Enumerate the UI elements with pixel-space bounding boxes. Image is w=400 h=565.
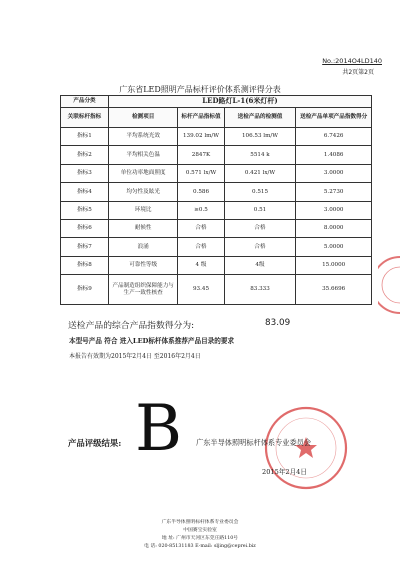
grade-label: 产品评级结果: — [68, 438, 122, 448]
row-benchmark: ≥0.5 — [178, 201, 224, 219]
validity-text: 本报告有效期为2015年2月4日 至2016年2月4日 — [69, 353, 201, 360]
row-measured: 106.53 lm/W — [224, 128, 296, 146]
grade-value: B — [135, 392, 183, 466]
header-row — [61, 108, 372, 128]
official-seal-icon — [262, 404, 350, 492]
header-index: 关联标杆指标 — [61, 108, 109, 128]
composite-score-label: 送检产品的综合产品指数得分为: — [68, 321, 195, 331]
table-row — [61, 275, 372, 305]
row-item: 产品制造组织保障能力与生产一致性核查 — [108, 275, 177, 305]
table-row — [61, 201, 372, 219]
row-score: 3.0000 — [296, 201, 372, 219]
row-index: 指标4 — [61, 183, 109, 201]
row-measured: 合格 — [224, 238, 296, 256]
row-measured: 0.51 — [224, 201, 296, 219]
footer-center: 中国赛宝实验室 — [183, 528, 217, 533]
row-benchmark: 合格 — [178, 238, 224, 256]
row-measured: 4级 — [224, 256, 296, 274]
row-item: 均匀性及眩光 — [108, 183, 177, 201]
table-row — [61, 256, 372, 274]
row-benchmark: 0.571 lx/W — [178, 164, 224, 182]
issue-date: 2015年2月4日 — [262, 468, 307, 476]
product-class-row — [61, 96, 372, 108]
row-item: 浪涌 — [108, 238, 177, 256]
footer-contact: 电 话: 020-85131183 E-mail: sljing@ceprei.biz — [144, 544, 256, 549]
row-score: 1.4086 — [296, 146, 372, 164]
header-score: 送检产品单项产品指数得分 — [296, 108, 372, 128]
row-score: 5.0000 — [296, 238, 372, 256]
product-class-label: 产品分类 — [61, 96, 109, 108]
row-measured: 83.333 — [224, 275, 296, 305]
row-benchmark: 2847K — [178, 146, 224, 164]
product-name: LED路灯L-1(6米灯杆) — [108, 96, 371, 108]
row-item: 可靠性等级 — [108, 256, 177, 274]
row-index: 指标3 — [61, 164, 109, 182]
footer-org: 广东半导体照明标杆体系专业委员会 — [161, 520, 239, 525]
table-row — [61, 164, 372, 182]
row-item: 环境比 — [108, 201, 177, 219]
row-index: 指标7 — [61, 238, 109, 256]
row-item: 平均系统光效 — [108, 128, 177, 146]
table-row — [61, 183, 372, 201]
row-benchmark: 4 级 — [178, 256, 224, 274]
row-item: 平均相关色温 — [108, 146, 177, 164]
footer-address: 地 址: 广州市天河区东莞庄路110号 — [161, 536, 239, 541]
row-measured: 0.421 lx/W — [224, 164, 296, 182]
row-index: 指标5 — [61, 201, 109, 219]
row-item: 单位功率地面照度 — [108, 164, 177, 182]
header-benchmark: 标杆产品指标值 — [178, 108, 224, 128]
row-index: 指标2 — [61, 146, 109, 164]
evaluation-table — [60, 95, 372, 305]
row-measured: 5514 k — [224, 146, 296, 164]
page-title: 广东省LED照明产品标杆评价体系测评得分表 — [119, 85, 281, 94]
header-measured: 送检产品的检测值 — [224, 108, 296, 128]
row-measured: 0.515 — [224, 183, 296, 201]
row-benchmark: 合格 — [178, 219, 224, 237]
row-item: 耐候性 — [108, 219, 177, 237]
row-index: 指标1 — [61, 128, 109, 146]
issuer-name: 广东半导体照明标杆体系专业委员会 — [196, 438, 312, 447]
row-score: 6.7426 — [296, 128, 372, 146]
row-measured: 合格 — [224, 219, 296, 237]
row-index: 指标9 — [61, 275, 109, 305]
table-row — [61, 128, 372, 146]
row-index: 指标6 — [61, 219, 109, 237]
table-row — [61, 146, 372, 164]
row-benchmark: 93.45 — [178, 275, 224, 305]
row-score: 15.0000 — [296, 256, 372, 274]
table-row — [61, 238, 372, 256]
row-score: 5.2730 — [296, 183, 372, 201]
row-benchmark: 0.586 — [178, 183, 224, 201]
page-info: 共2页第2页 — [342, 69, 374, 76]
row-index: 指标8 — [61, 256, 109, 274]
row-score: 8.0000 — [296, 219, 372, 237]
table-row — [61, 219, 372, 237]
document-number: No.:2014O4LD140 — [322, 57, 382, 65]
row-score: 3.0000 — [296, 164, 372, 182]
recommendation-text: 本型号产品 符合 进入LED标杆体系推荐产品目录的要求 — [69, 337, 235, 345]
perforation-seal-icon — [378, 255, 400, 315]
row-score: 35.6696 — [296, 275, 372, 305]
composite-score-value: 83.09 — [265, 318, 291, 328]
header-item: 检测项目 — [108, 108, 177, 128]
row-benchmark: 139.02 lm/W — [178, 128, 224, 146]
